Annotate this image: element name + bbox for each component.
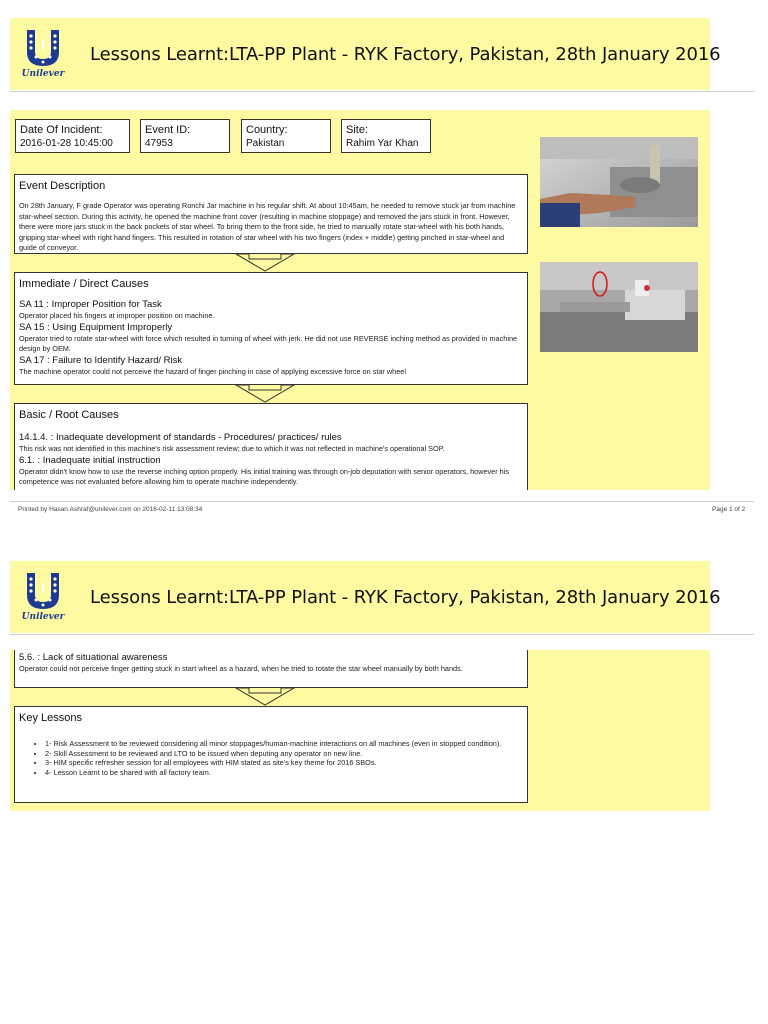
unilever-logo [18, 28, 68, 82]
section-title: Key Lessons [19, 712, 82, 724]
header-divider [10, 634, 754, 635]
cause-heading: SA 17 : Failure to Identify Hazard/ Risk [19, 354, 183, 366]
event-id-field [140, 119, 230, 153]
cause-heading: SA 11 : Improper Position for Task [19, 299, 162, 310]
field-label: Site: [346, 124, 369, 136]
cause-text: Operator didn't know how to use the reverse inching option properly. His initial training was through on-job deputation with senior operators, however his competence was not evaluated before allowing him to operate machine independently. [19, 466, 510, 486]
key-lessons-box [14, 706, 528, 803]
date-of-incident-field [15, 119, 130, 153]
page-title: Lessons Learnt:LTA-PP Plant - RYK Factory, Pakistan, 28th January 2016 [90, 587, 721, 608]
logo-wordmark: Unilever [21, 69, 65, 79]
field-value: Pakistan [246, 138, 285, 149]
list-item: • 1- Risk Assessment to be reviewed considering all minor stoppages/human-machine interactions on all machines (even in stopped condition). [45, 739, 519, 749]
field-value: Rahim Yar Khan [346, 138, 419, 149]
event-description-box [14, 174, 528, 254]
footer-divider [10, 501, 754, 502]
field-value: 2016-01-28 10:45:00 [20, 138, 113, 149]
cause-heading: SA 15 : Using Equipment Improperly [19, 321, 173, 333]
section-title: Immediate / Direct Causes [19, 278, 149, 290]
cause-item [15, 299, 527, 322]
country-field [241, 119, 331, 153]
cause-text: The machine operator could not perceive the hazard of finger pinching in case of applying excessive force on star wheel [19, 366, 406, 376]
cause-text: Operator could not perceive finger getting stuck in start wheel as a hazard, when he tried to rotate the star wheel manually by both hands. [19, 664, 463, 673]
site-field [341, 119, 431, 153]
field-label: Event ID: [145, 124, 191, 136]
cause-heading: 6.1. : Inadequate initial instruction [19, 454, 161, 466]
field-value: 47953 [145, 138, 173, 149]
cause-text: Operator placed his fingers at improper position on machine. [19, 311, 215, 320]
unilever-u-icon [22, 28, 64, 68]
page1-header [10, 18, 721, 90]
cause-item [15, 322, 527, 355]
cause-item [15, 652, 527, 675]
immediate-causes-box [14, 272, 528, 385]
page-title: Lessons Learnt:LTA-PP Plant - RYK Factory, Pakistan, 28th January 2016 [90, 44, 721, 65]
list-item: • 4- Lesson Learnt to be shared with all factory team. [45, 768, 519, 778]
root-causes-continued-box [14, 650, 528, 688]
section-title: Basic / Root Causes [19, 409, 119, 421]
incident-photo-2 [540, 262, 698, 352]
header-divider [10, 91, 754, 92]
cause-text: Operator tried to rotate star-wheel with force which resulted in turning of wheel with jerk. He did not use REVERSE inching method as provided in machine design by OEM. [19, 333, 518, 353]
page-number: Page 1 of 2 [712, 506, 746, 513]
cause-heading: 14.1.4. : Inadequate development of standards - Procedures/ practices/ rules [19, 432, 342, 443]
cause-item [15, 455, 527, 488]
event-description-text: On 28th January, F grade Operator was operating Ronchi Jar machine in his regular shift. At about 10:45am, he needed to remove stuck jar from machine star-wheel section. During this activity, he opened the machine front cover (resulting in machine stoppage) and removed the jars stuck in front. However, there were more jars stuck in the back pockets of star wheel. To bring them to the front side, he tried to manually rotate star-wheel with his both hands, gripping star-wheel with right hand fingers. This resulted in rotation of star wheel with his two fingers (index + middle) getting pinched in star-wheel and guide of conveyor. [19, 201, 516, 252]
incident-photo-1 [540, 137, 698, 227]
key-lessons-list [15, 739, 527, 777]
list-item: • 3- HIM specific refresher session for all employees with HIM stated as site's key theme for 2016 SBOs. [45, 758, 519, 768]
printed-by-text: Printed by Hasan.Ashraf@unilever.com on 2016-02-11 13:08:34 [18, 506, 203, 513]
down-arrow-icon [232, 253, 298, 273]
cause-text: This risk was not identified in this machine's risk assessment review; due to which it was not reflected in machine's operational SOP. [19, 444, 445, 453]
field-label: Country: [246, 124, 288, 136]
root-causes-box [14, 403, 528, 490]
list-item: • 2- Skill Assessment to be reviewed and LTO to be issued when deputing any operator on new line. [45, 749, 519, 759]
cause-item [15, 355, 527, 378]
cause-heading: 5.6. : Lack of situational awareness [19, 652, 168, 663]
down-arrow-icon [232, 384, 298, 404]
down-arrow-icon [232, 687, 298, 707]
field-label: Date Of Incident: [20, 124, 103, 136]
section-title: Event Description [19, 180, 106, 192]
logo-wordmark: Unilever [21, 612, 65, 622]
unilever-u-icon [22, 571, 64, 611]
page2-header [10, 561, 721, 633]
cause-item [15, 432, 527, 455]
unilever-logo [18, 571, 68, 625]
